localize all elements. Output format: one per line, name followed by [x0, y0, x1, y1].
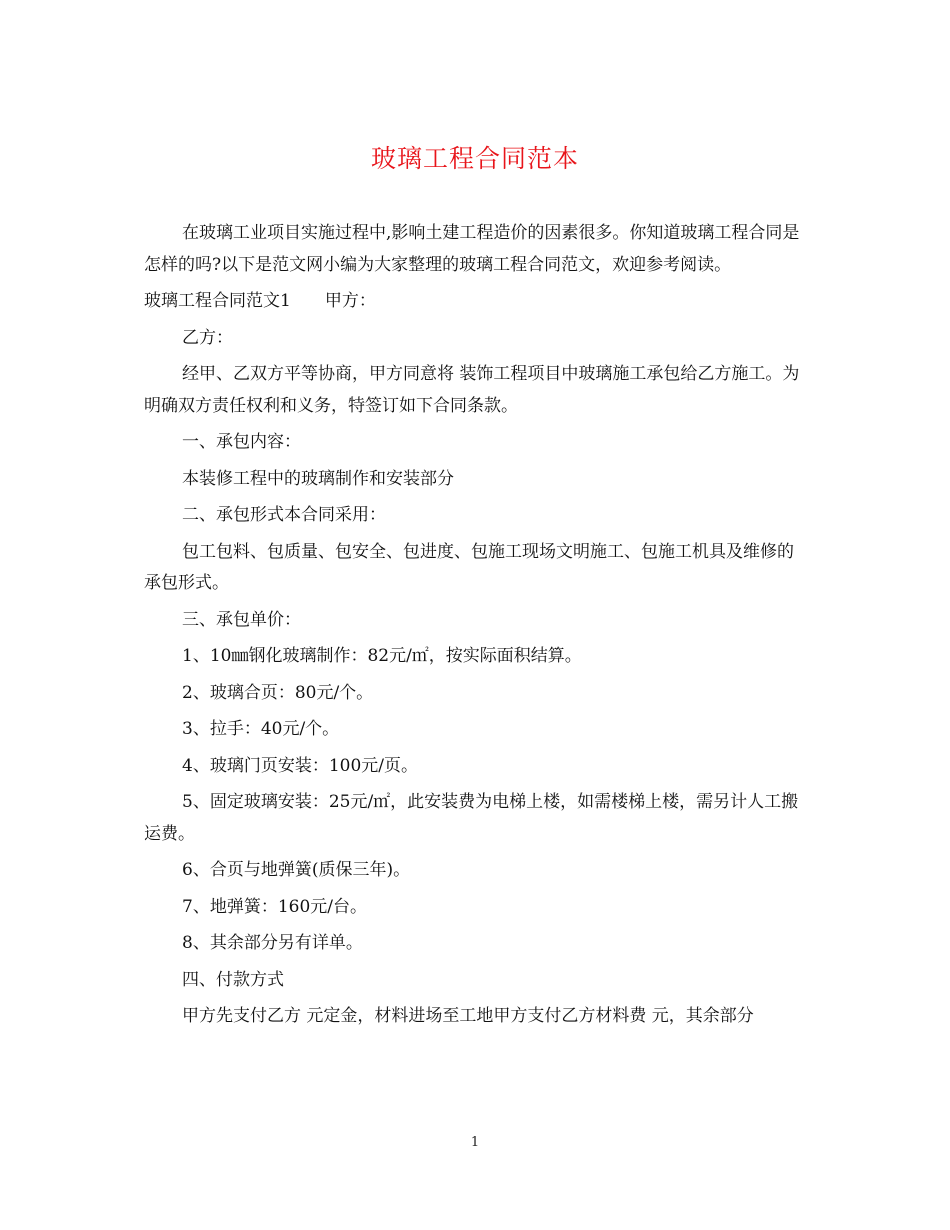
paragraph-agreement: 经甲、乙双方平等协商，甲方同意将 装饰工程项目中玻璃施工承包给乙方施工。为明确双方责任权利和义务，特签订如下合同条款。: [144, 364, 800, 416]
section-heading-payment: 四、付款方式: [182, 969, 284, 990]
price-item: 5、固定玻璃安装：25元/㎡，此安装费为电梯上楼，如需楼梯上楼，需另计人工搬运费。: [144, 792, 799, 844]
section-heading-price: 三、承包单价：: [182, 609, 301, 630]
page-number: 1: [470, 1135, 480, 1150]
price-item: 6、合页与地弹簧(质保三年)。: [182, 860, 411, 880]
paragraph-contract-heading: 玻璃工程合同范文1 甲方：: [144, 291, 376, 311]
paragraph-scope: 本装修工程中的玻璃制作和安装部分: [182, 468, 454, 489]
paragraph-form: 包工包料、包质量、包安全、包进度、包施工现场文明施工、包施工机具及维修的承包形式。: [144, 541, 794, 593]
price-item: 8、其余部分另有详单。: [182, 933, 363, 953]
price-item: 1、10㎜钢化玻璃制作：82元/㎡，按实际面积结算。: [182, 646, 582, 666]
paragraph-party-b: 乙方：: [182, 327, 233, 348]
section-heading-form: 二、承包形式本合同采用：: [182, 505, 386, 525]
paragraph-payment: 甲方先支付乙方 元定金，材料进场至工地甲方支付乙方材料费 元，其余部分: [182, 1006, 754, 1026]
paragraph-intro: 在玻璃工业项目实施过程中,影响土建工程造价的因素很多。你知道玻璃工程合同是怎样的吗?以下是范文网小编为大家整理的玻璃工程合同范文，欢迎参考阅读。: [144, 223, 800, 275]
price-item: 4、玻璃门页安装：100元/页。: [182, 755, 418, 776]
price-item: 7、地弹簧：160元/台。: [182, 896, 367, 917]
price-item: 2、玻璃合页：80元/个。: [182, 682, 374, 703]
document-title: 玻璃工程合同范本: [370, 144, 579, 173]
document-body: [144, 218, 809, 1038]
price-item: 3、拉手：40元/个。: [182, 719, 340, 739]
section-heading-scope: 一、承包内容：: [182, 432, 301, 452]
